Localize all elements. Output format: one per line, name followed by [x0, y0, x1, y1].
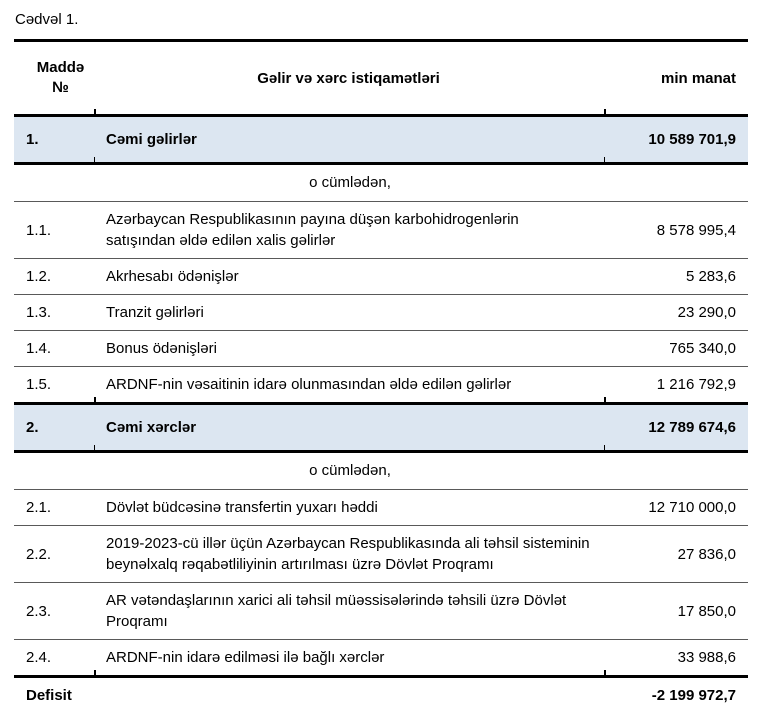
- table-header-row: [14, 41, 748, 116]
- row-number-cell: 1.: [14, 116, 95, 164]
- row-number-cell: 2.2.: [14, 526, 95, 583]
- row-value-cell: [605, 452, 748, 490]
- row-label-cell: Dövlət büdcəsinə transfertin yuxarı həddi: [95, 490, 605, 526]
- row-label-cell: Tranzit gəlirləri: [95, 295, 605, 331]
- table-row: [14, 202, 748, 259]
- row-number-cell: 1.5.: [14, 367, 95, 404]
- table-row-including-2: [14, 452, 748, 490]
- header-madde-no-line1: Maddə: [36, 59, 85, 76]
- row-label-cell: o cümlədən,: [95, 452, 605, 490]
- table-row: [14, 295, 748, 331]
- row-number-cell: 1.4.: [14, 331, 95, 367]
- row-value-cell: 17 850,0: [605, 583, 748, 640]
- row-label-cell: 2019-2023-cü illər üçün Azərbaycan Respublikasında ali təhsil sisteminin beynəlxalq rəqabətliliyinin artırılması üzrə Dövlət Proqramı: [95, 526, 605, 583]
- row-label-cell: ARDNF-nin idarə edilməsi ilə bağlı xərclər: [95, 640, 605, 677]
- table-row-total-expenses: [14, 404, 748, 452]
- row-label-cell: ARDNF-nin vəsaitinin idarə olunmasından əldə edilən gəlirlər: [95, 367, 605, 404]
- table-row: [14, 490, 748, 526]
- header-directions: Gəlir və xərc istiqamətləri: [95, 41, 605, 116]
- row-value-cell: 8 578 995,4: [605, 202, 748, 259]
- row-value-cell: 33 988,6: [605, 640, 748, 677]
- table-row: [14, 583, 748, 640]
- row-label-cell: Akrhesabı ödənişlər: [95, 259, 605, 295]
- row-number-cell: 2.1.: [14, 490, 95, 526]
- table-caption: Cədvəl 1.: [15, 11, 79, 28]
- table-row: [14, 259, 748, 295]
- row-number-cell: 2.: [14, 404, 95, 452]
- row-number-cell: [14, 164, 95, 202]
- table-row: [14, 331, 748, 367]
- table-row-deficit: [14, 677, 748, 713]
- table-row: [14, 367, 748, 404]
- row-value-cell: 27 836,0: [605, 526, 748, 583]
- row-label-cell: Defisit: [14, 677, 605, 713]
- row-value-cell: -2 199 972,7: [605, 677, 748, 713]
- row-value-cell: 1 216 792,9: [605, 367, 748, 404]
- table-row-including-1: [14, 164, 748, 202]
- row-number-cell: [14, 452, 95, 490]
- row-label-cell: AR vətəndaşlarının xarici ali təhsil müəssisələrində təhsili üzrə Dövlət Proqramı: [95, 583, 605, 640]
- row-label-cell: Bonus ödənişləri: [95, 331, 605, 367]
- header-unit: min manat: [605, 41, 748, 116]
- row-value-cell: [605, 164, 748, 202]
- row-number-cell: 2.4.: [14, 640, 95, 677]
- row-number-cell: 1.1.: [14, 202, 95, 259]
- header-madde-no: [14, 41, 95, 116]
- row-label-cell: Cəmi gəlirlər: [95, 116, 605, 164]
- header-madde-no-line2: №: [52, 79, 69, 96]
- row-value-cell: 23 290,0: [605, 295, 748, 331]
- row-value-cell: 10 589 701,9: [605, 116, 748, 164]
- row-number-cell: 2.3.: [14, 583, 95, 640]
- row-value-cell: 12 789 674,6: [605, 404, 748, 452]
- row-value-cell: 12 710 000,0: [605, 490, 748, 526]
- row-number-cell: 1.2.: [14, 259, 95, 295]
- row-label-cell: Azərbaycan Respublikasının payına düşən karbohidrogenlərin satışından əldə edilən xalis gəlirlər: [95, 202, 605, 259]
- budget-table: [14, 39, 748, 712]
- table-row: [14, 526, 748, 583]
- row-label-cell: o cümlədən,: [95, 164, 605, 202]
- table-row-total-incomes: [14, 116, 748, 164]
- row-number-cell: 1.3.: [14, 295, 95, 331]
- row-label-cell: Cəmi xərclər: [95, 404, 605, 452]
- table-row: [14, 640, 748, 677]
- row-value-cell: 5 283,6: [605, 259, 748, 295]
- row-value-cell: 765 340,0: [605, 331, 748, 367]
